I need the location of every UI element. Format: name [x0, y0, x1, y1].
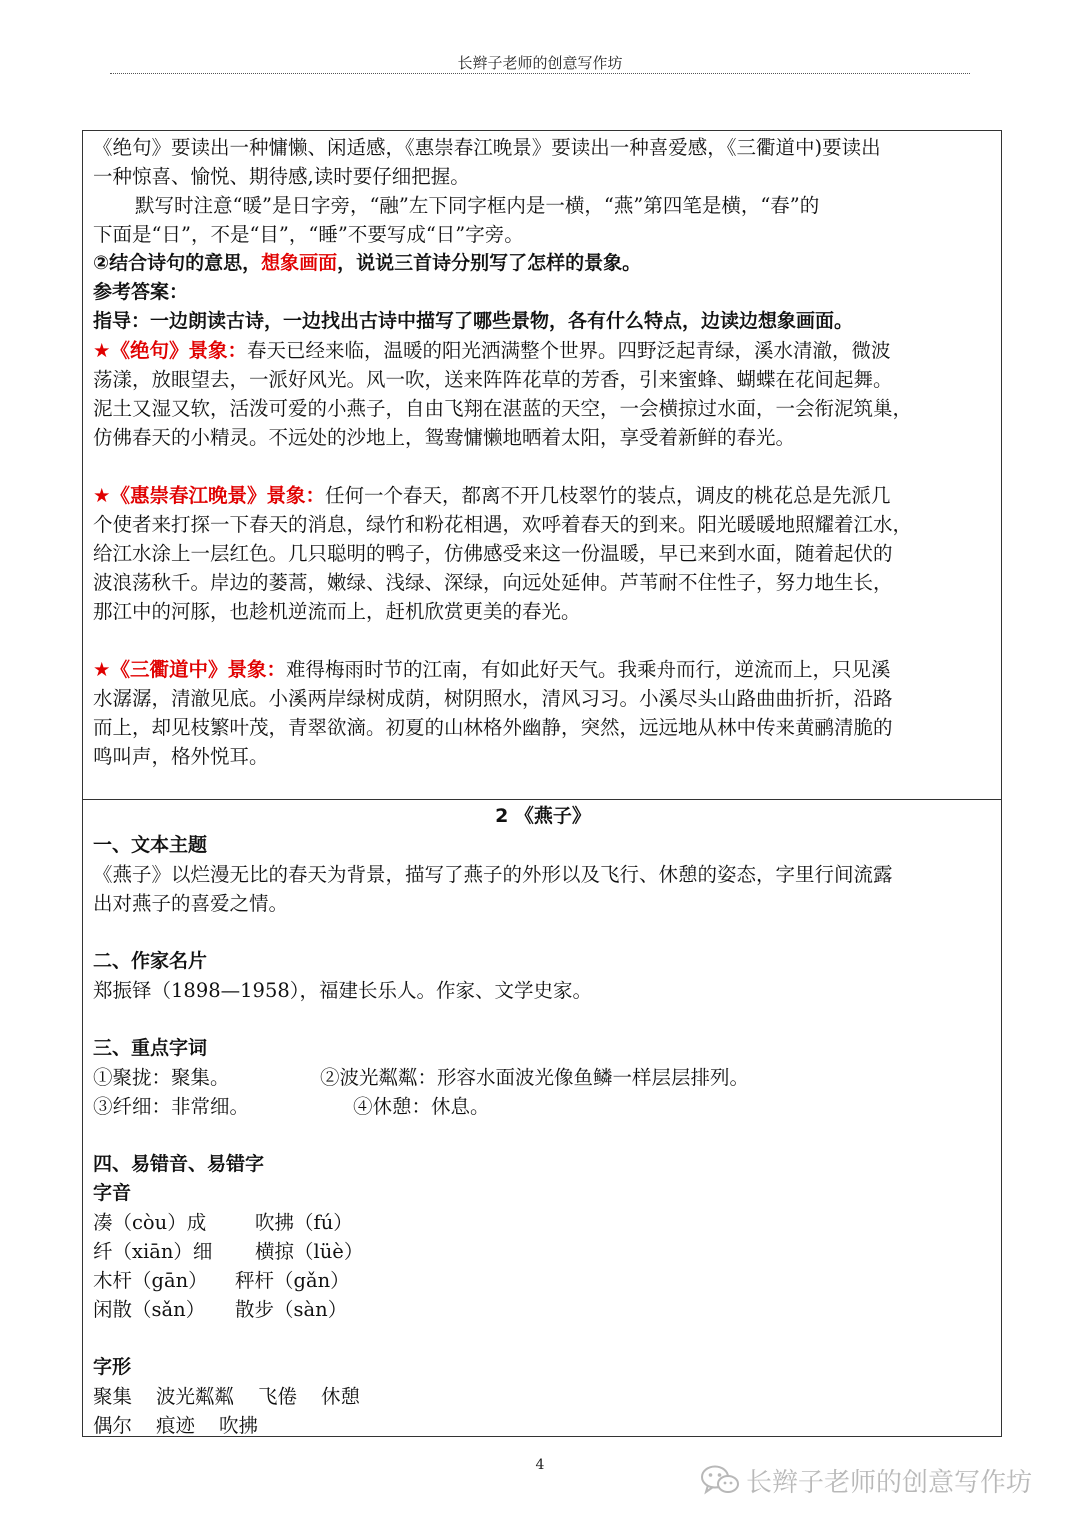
pronunciation-1b: 吹拂（fú）: [255, 1211, 353, 1234]
theme-line-2: 出对燕子的喜爱之情。: [93, 892, 289, 915]
dictation-note-line-2: 下面是“日”，不是“目”，“睡”不要写成“日”字旁。: [93, 223, 524, 246]
heading-key-words: 三、重点字词: [93, 1037, 208, 1059]
pronunciation-4b: 散步（sàn）: [235, 1298, 348, 1321]
reading-guidance-line-1: 《绝句》要读出一种慵懒、闲适感，《惠崇春江晚景》要读出一种喜爱感，《三衢道中)要读出: [93, 136, 881, 159]
key-word-1: ①聚拢：聚集。: [93, 1066, 230, 1089]
reference-answer-heading: 参考答案：: [93, 281, 189, 303]
pronunciation-3b: 秤杆（gǎn）: [235, 1269, 350, 1292]
jueju-scene-line-3: 泥土又湿又软，活泼可爱的小燕子，自由飞翔在湛蓝的天空，一会横掠过水面，一会衔泥筑巢，: [93, 397, 913, 420]
sanqu-scene-line-3: 而上，却见枝繁叶茂，青翠欲滴。初夏的山林格外幽静，突然，远远地从林中传来黄鹂清脆的: [93, 716, 893, 739]
author-info: 郑振铎（1898—1958），福建长乐人。作家、文学史家。: [93, 979, 593, 1002]
sanqu-scene-line-2: 水潺潺，清澈见底。小溪两岸绿树成荫，树阴照水，清风习习。小溪尽头山路曲曲折折，沿路: [93, 687, 893, 710]
pronunciation-4a: 闲散（sǎn）: [93, 1298, 206, 1321]
huichong-scene-line-3: 给江水涂上一层红色。几只聪明的鸭子，仿佛感受来这一份温暖，早已来到水面，随着起伏的: [93, 542, 893, 565]
character-form-word: 聚集: [93, 1385, 133, 1408]
character-form-word: 偶尔: [93, 1414, 133, 1437]
jueju-scene-line-2: 荡漾，放眼望去，一派好风光。风一吹，送来阵阵花草的芳香，引来蜜蜂、蝴蝶在花间起舞。: [93, 368, 893, 391]
jueju-scene-label: ★《绝句》景象：: [93, 339, 247, 362]
section-divider: [83, 799, 1001, 800]
footer-brand-text: 长辫子老师的创意写作坊: [746, 1468, 1033, 1498]
header-title: 长辫子老师的创意写作坊: [457, 54, 623, 72]
huichong-scene-label: ★《惠崇春江晚景》景象：: [93, 484, 325, 507]
huichong-scene-line-5: 那江中的河豚，也趁机逆流而上，赶机欣赏更美的春光。: [93, 600, 581, 623]
dictation-note-line-1: 默写时注意“暖”是日字旁，“融”左下同字框内是一横，“燕”第四笔是横，“春”的: [135, 194, 820, 217]
huichong-scene-line-1: [93, 481, 993, 510]
sanqu-scene-line-1: [93, 655, 993, 684]
heading-theme: 一、文本主题: [93, 834, 208, 856]
jueju-scene-line-1: [93, 336, 993, 365]
key-word-3: ③纤细：非常细。: [93, 1095, 250, 1118]
character-form-word: 痕迹: [156, 1414, 196, 1437]
document-frame: [82, 130, 1002, 1437]
key-word-4: ④休憩：休息。: [353, 1095, 490, 1118]
guidance-line: 指导：一边朗读古诗，一边找出古诗中描写了哪些景物，各有什么特点，边读边想象画面。: [93, 310, 854, 332]
jueju-scene-text-1: 春天已经来临，温暖的阳光洒满整个世界。四野泛起青绿，溪水清澈，微波: [246, 339, 891, 362]
question-2-part-b: ，说说三首诗分别写了怎样的景象。: [337, 252, 642, 274]
character-form-row-1: [93, 1382, 993, 1411]
reading-guidance-line-2: 一种惊喜、愉悦、期待感,读时要仔细把握。: [93, 165, 470, 188]
character-form-row-2: [93, 1411, 993, 1440]
pronunciation-3a: 木杆（gān）: [93, 1269, 208, 1292]
character-form-word: 飞倦: [258, 1385, 298, 1408]
question-2: [93, 249, 993, 278]
key-word-2: ②波光粼粼：形容水面波光像鱼鳞一样层层排列。: [320, 1066, 750, 1089]
character-form-word: 吹拂: [219, 1414, 259, 1437]
pronunciation-2a: 纤（xiān）细: [93, 1240, 213, 1263]
header-divider: [110, 73, 970, 74]
theme-line-1: 《燕子》以烂漫无比的春天为背景，描写了燕子的外形以及飞行、休憩的姿态，字里行间流露: [93, 863, 893, 886]
sanqu-scene-line-4: 鸣叫声，格外悦耳。: [93, 745, 269, 768]
footer-watermark: [700, 1462, 1032, 1498]
wechat-icon: [700, 1464, 740, 1503]
huichong-scene-line-2: 个使者来打探一下春天的消息，绿竹和粉花相遇，欢呼着春天的到来。阳光暖暖地照耀着江水，: [93, 513, 913, 536]
question-2-part-a: ②结合诗句的意思，: [93, 252, 262, 274]
pronunciation-1a: 凑（còu）成: [93, 1211, 207, 1234]
page-number: 4: [535, 1457, 545, 1473]
question-2-highlight: 想象画面: [261, 252, 338, 274]
heading-author: 二、作家名片: [93, 950, 208, 972]
jueju-scene-line-4: 仿佛春天的小精灵。不远处的沙地上，鸳鸯慵懒地晒着太阳，享受着新鲜的春光。: [93, 426, 796, 449]
character-form-word: 休憩: [321, 1385, 361, 1408]
lesson-title: 2 《燕子》: [495, 805, 591, 827]
sanqu-scene-label: ★《三衢道中》景象：: [93, 658, 286, 681]
huichong-scene-text-1: 任何一个春天，都离不开几枝翠竹的装点，调皮的桃花总是先派几: [324, 484, 891, 507]
pronunciation-2b: 横掠（lüè）: [255, 1240, 364, 1263]
sanqu-scene-text-1: 难得梅雨时节的江南，有如此好天气。我乘舟而行，逆流而上，只见溪: [285, 658, 891, 681]
subheading-pronunciation: 字音: [93, 1182, 132, 1204]
heading-errors: 四、易错音、易错字: [93, 1153, 265, 1175]
subheading-character-form: 字形: [93, 1356, 132, 1378]
huichong-scene-line-4: 波浪荡秋千。岸边的蒌蒿，嫩绿、浅绿、深绿，向远处延伸。芦苇耐不住性子，努力地生长，: [93, 571, 893, 594]
character-form-word: 波光粼粼: [156, 1385, 235, 1408]
